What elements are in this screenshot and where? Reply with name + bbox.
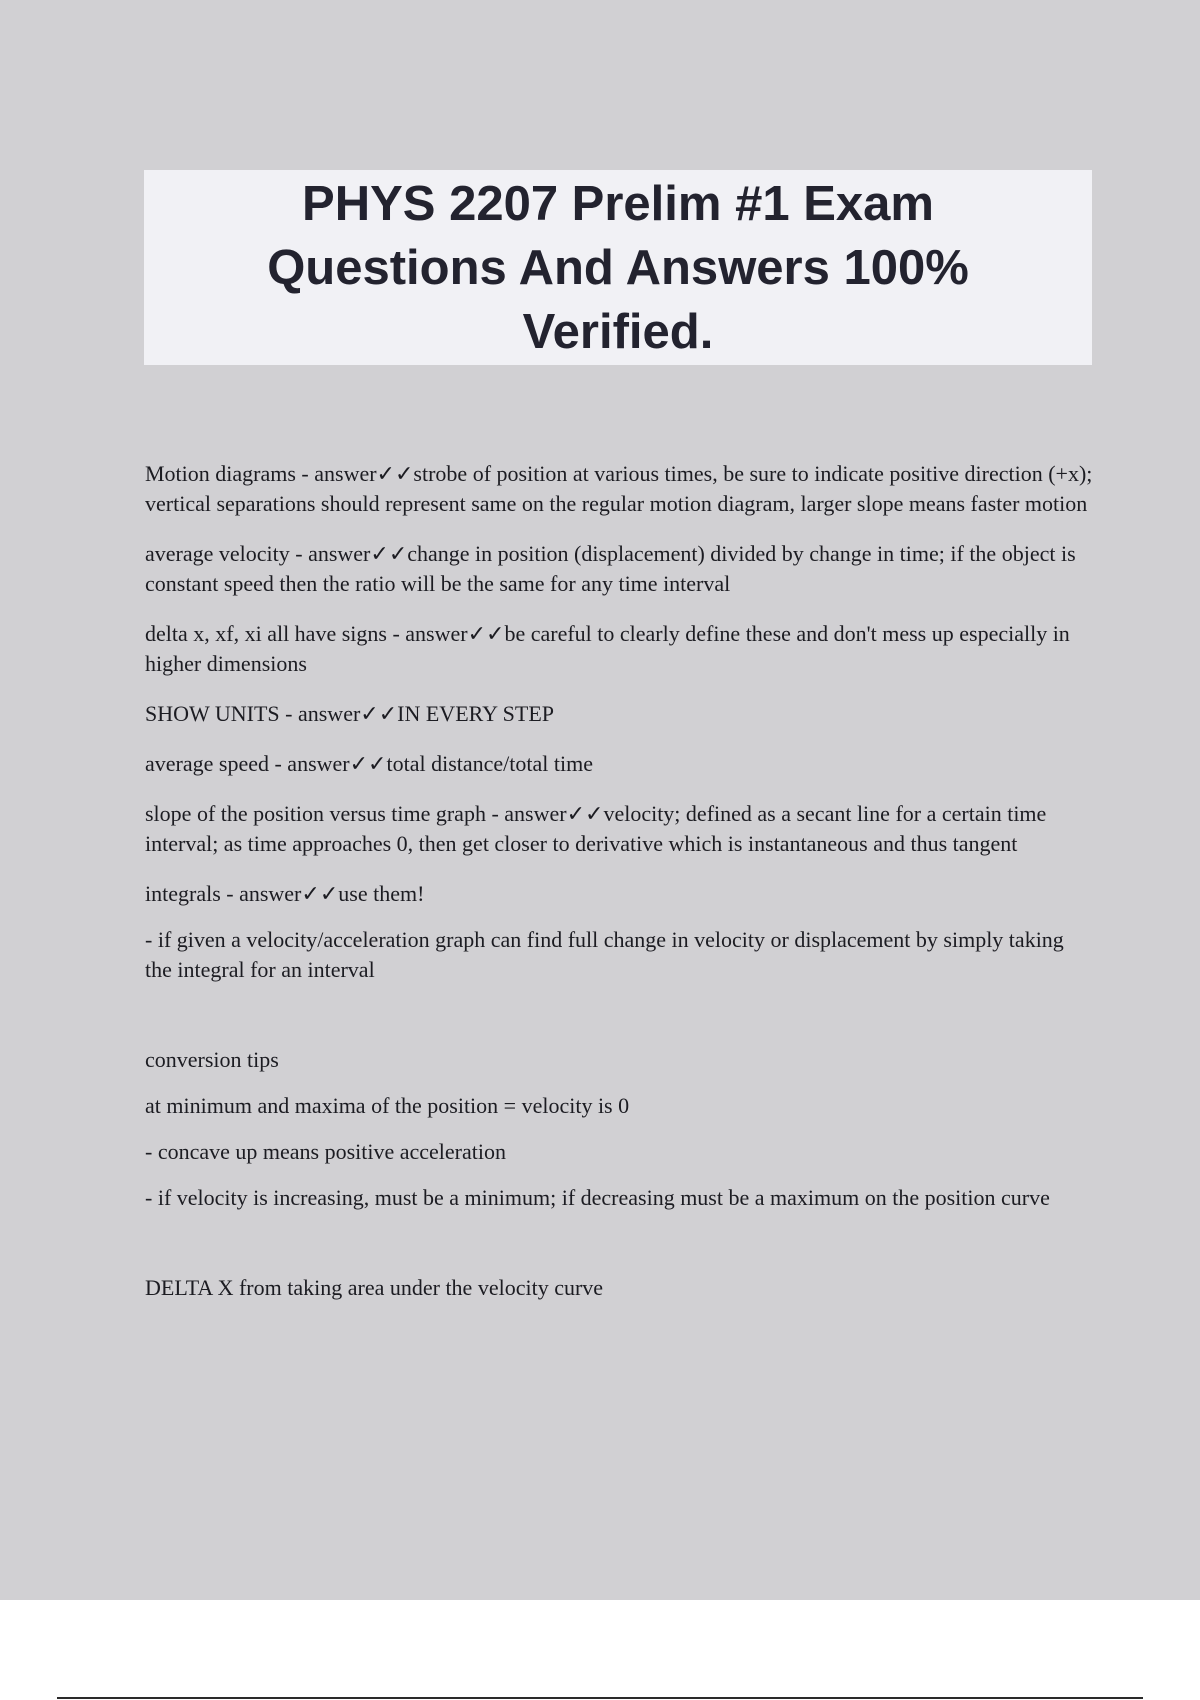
title-banner — [144, 170, 1092, 365]
document-title: PHYS 2207 Prelim #1 Exam Questions And Answers 100% Verified. — [267, 176, 969, 359]
qa-delta-x-signs: delta x, xf, xi all have signs - answer✓✓be careful to clearly define these and don't mess up especially in higher dimensions — [145, 621, 1070, 676]
note-delta-x-area: DELTA X from taking area under the velocity curve — [145, 1275, 604, 1300]
note-min-max-velocity: at minimum and maxima of the position = velocity is 0 — [145, 1093, 630, 1118]
page-bottom-margin — [0, 1600, 1200, 1700]
note-conversion-tips: conversion tips — [145, 1047, 279, 1072]
document-body — [145, 459, 1095, 1323]
qa-average-velocity: average velocity - answer✓✓change in position (displacement) divided by change in time; if the object is constant speed then the ratio will be the same for any time interval — [145, 541, 1076, 596]
note-integral-interval: - if given a velocity/acceleration graph can find full change in velocity or displacement by simply taking the integral for an interval — [145, 927, 1064, 982]
page-bottom-rule — [57, 1697, 1143, 1699]
qa-integrals: integrals - answer✓✓use them! — [145, 881, 425, 906]
qa-slope-position-time: slope of the position versus time graph - answer✓✓velocity; defined as a secant line for a certain time interval; as time approaches 0, then get closer to derivative which is instantaneous and thus tangent — [145, 801, 1047, 856]
qa-motion-diagrams: Motion diagrams - answer✓✓strobe of position at various times, be sure to indicate positive direction (+x); vertical separations should represent same on the regular motion diagram, larger slope means faster motion — [145, 461, 1093, 516]
note-concave-up: - concave up means positive acceleration — [145, 1139, 507, 1164]
qa-average-speed: average speed - answer✓✓total distance/total time — [145, 751, 593, 776]
qa-show-units: SHOW UNITS - answer✓✓IN EVERY STEP — [145, 701, 555, 726]
note-velocity-increasing: - if velocity is increasing, must be a minimum; if decreasing must be a maximum on the position curve — [145, 1185, 1050, 1210]
